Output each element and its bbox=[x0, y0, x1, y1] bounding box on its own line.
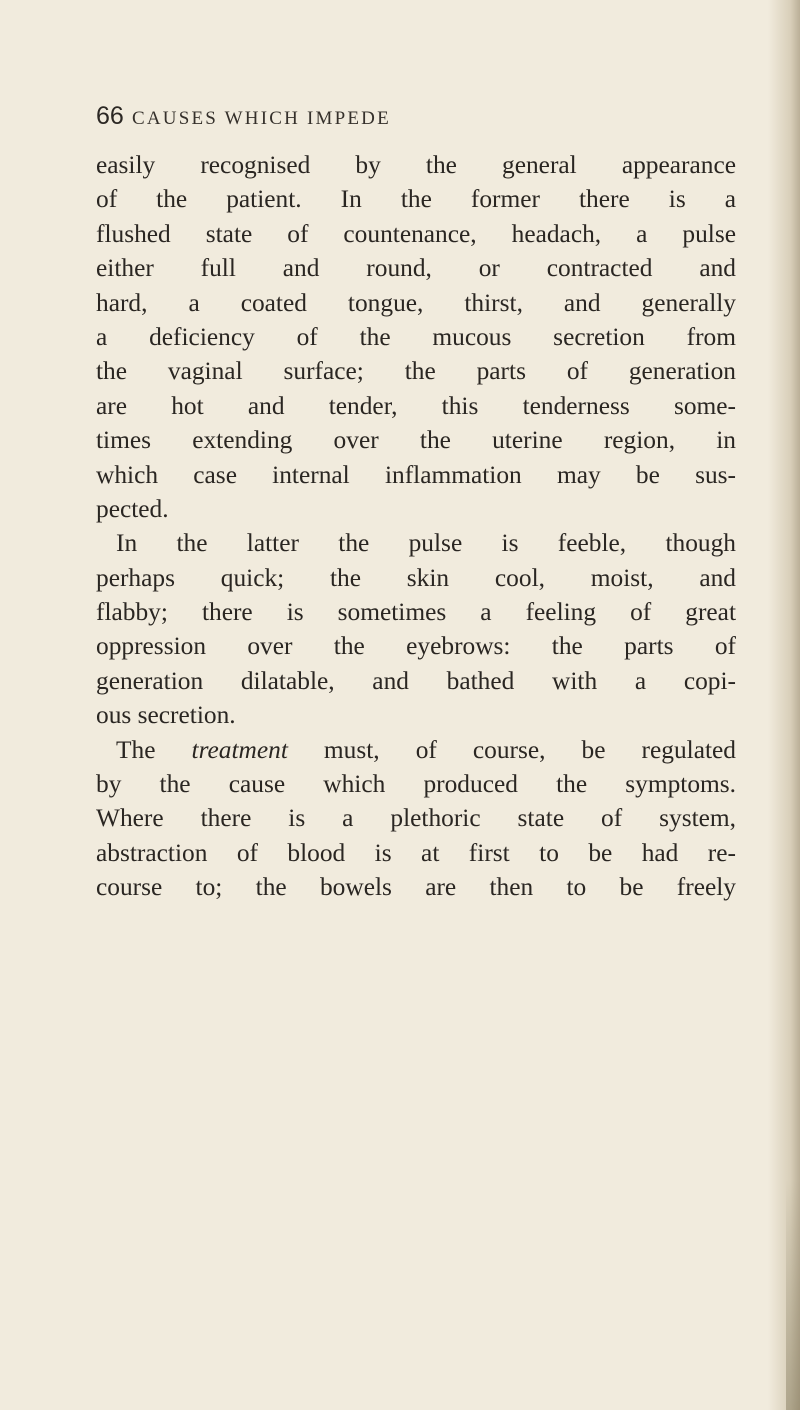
text-line: ous secretion. bbox=[96, 701, 236, 730]
text-line: abstraction of blood is at first to be had re- bbox=[96, 838, 736, 867]
text-line: Where there is a plethoric state of system, bbox=[96, 804, 736, 833]
text-line: by the cause which produced the symptoms. bbox=[96, 770, 736, 799]
text-line: the vaginal surface; the parts of generation bbox=[96, 357, 736, 386]
text-line: flabby; there is sometimes a feeling of great bbox=[96, 598, 736, 627]
body-text bbox=[96, 148, 736, 905]
page-edge-stain bbox=[786, 1180, 800, 1410]
text-line: times extending over the uterine region, in bbox=[96, 426, 736, 455]
text-line: course to; the bowels are then to be freely bbox=[96, 873, 736, 902]
running-head: CAUSES WHICH IMPEDE bbox=[132, 108, 391, 129]
text-line: a deficiency of the mucous secretion from bbox=[96, 322, 736, 351]
text-line: hard, a coated tongue, thirst, and generally bbox=[96, 288, 736, 317]
treatment-suffix: must, of course, be regulated bbox=[287, 735, 736, 764]
text-line: pected. bbox=[96, 494, 169, 523]
page-header bbox=[96, 102, 736, 142]
text-line: oppression over the eyebrows: the parts of bbox=[96, 632, 736, 661]
text-line: flushed state of countenance, headach, a pulse bbox=[96, 219, 736, 248]
paragraph-start-line: In the latter the pulse is feeble, though bbox=[116, 529, 736, 558]
page-number: 66 bbox=[96, 102, 124, 130]
text-line: either full and round, or contracted and bbox=[96, 254, 736, 283]
text-line: easily recognised by the general appearance bbox=[96, 151, 736, 179]
text-line: generation dilatable, and bathed with a copi- bbox=[96, 666, 736, 695]
treatment-line bbox=[96, 733, 736, 767]
text-line: are hot and tender, this tenderness some- bbox=[96, 391, 736, 420]
text-line: which case internal inflammation may be sus- bbox=[96, 460, 736, 489]
text-line: of the patient. In the former there is a bbox=[96, 185, 736, 214]
treatment-prefix: The bbox=[116, 735, 192, 764]
treatment-emphasis: treatment bbox=[191, 735, 288, 764]
text-line: perhaps quick; the skin cool, moist, and bbox=[96, 563, 736, 592]
